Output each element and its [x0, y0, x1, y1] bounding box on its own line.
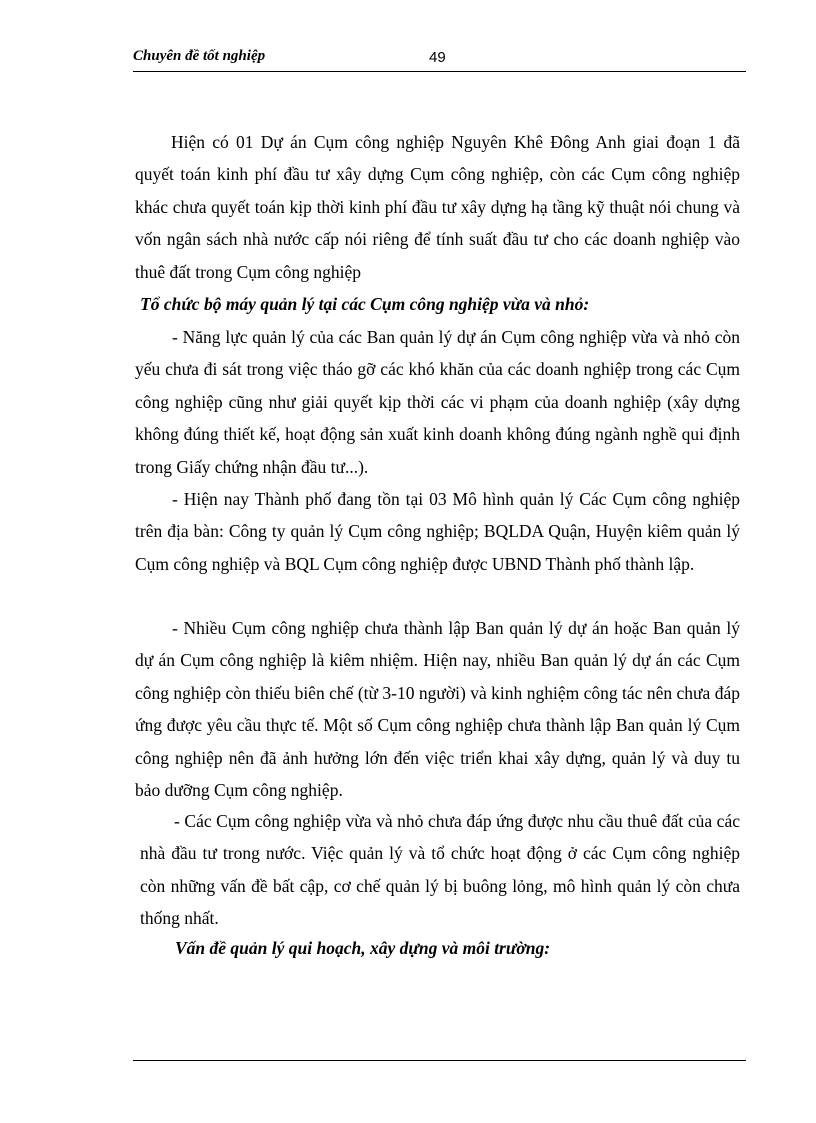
- body-paragraph: - Năng lực quản lý của các Ban quản lý dự án Cụm công nghiệp vừa và nhỏ còn yếu chưa đi sát trong việc tháo gỡ các khó khăn của các doanh nghiệp trong các Cụm công nghiệp cũng như giải quyết kịp thời các vi phạm của doanh nghiệp (xây dựng không đúng thiết kế, hoạt động sản xuất kinh doanh không đúng ngành nghề qui định trong Giấy chứng nhận đầu tư...).: [135, 327, 740, 477]
- header-divider: [133, 71, 746, 72]
- body-paragraph: Hiện có 01 Dự án Cụm công nghiệp Nguyên Khê Đông Anh giai đoạn 1 đã quyết toán kinh phí đầu tư xây dựng Cụm công nghiệp, còn các Cụm công nghiệp khác chưa quyết toán kịp thời kinh phí đầu tư xây dựng hạ tầng kỹ thuật nói chung và vốn ngân sách nhà nước cấp nói riêng để tính suất đầu tư cho các doanh nghiệp vào thuê đất trong Cụm công nghiệp: [135, 132, 740, 282]
- body-paragraph: - Nhiều Cụm công nghiệp chưa thành lập Ban quản lý dự án hoặc Ban quản lý dự án Cụm công nghiệp là kiêm nhiệm. Hiện nay, nhiều Ban quản lý dự án các Cụm công nghiệp còn thiếu biên chế (từ 3-10 người) và kinh nghiệm công tác nên chưa đáp ứng được yêu cầu thực tế. Một số Cụm công nghiệp chưa thành lập Ban quản lý Cụm công nghiệp nên đã ảnh hưởng lớn đến việc triển khai xây dựng, quản lý và duy tu bảo dưỡng Cụm công nghiệp.: [135, 618, 740, 801]
- section-heading: Vấn đề quản lý qui hoạch, xây dựng và môi trường:: [175, 938, 551, 958]
- body-paragraph: - Hiện nay Thành phố đang tồn tại 03 Mô hình quản lý Các Cụm công nghiệp trên địa bàn: Công ty quản lý Cụm công nghiệp; BQLDA Quận, Huyện kiêm quản lý Cụm công nghiệp và BQL Cụm công nghiệp được UBND Thành phố thành lập.: [135, 489, 740, 574]
- page-number: 49: [429, 49, 446, 66]
- body-paragraph: - Các Cụm công nghiệp vừa và nhỏ chưa đáp ứng được nhu cầu thuê đất của các nhà đầu tư trong nước. Việc quản lý và tổ chức hoạt động ở các Cụm công nghiệp còn những vấn đề bất cập, cơ chế quản lý bị buông lỏng, mô hình quản lý còn chưa thống nhất.: [140, 811, 740, 929]
- footer-divider: [133, 1060, 746, 1061]
- section-heading: Tổ chức bộ máy quản lý tại các Cụm công nghiệp vừa và nhỏ:: [140, 294, 590, 314]
- header-title: Chuyên đề tốt nghiệp: [133, 48, 266, 64]
